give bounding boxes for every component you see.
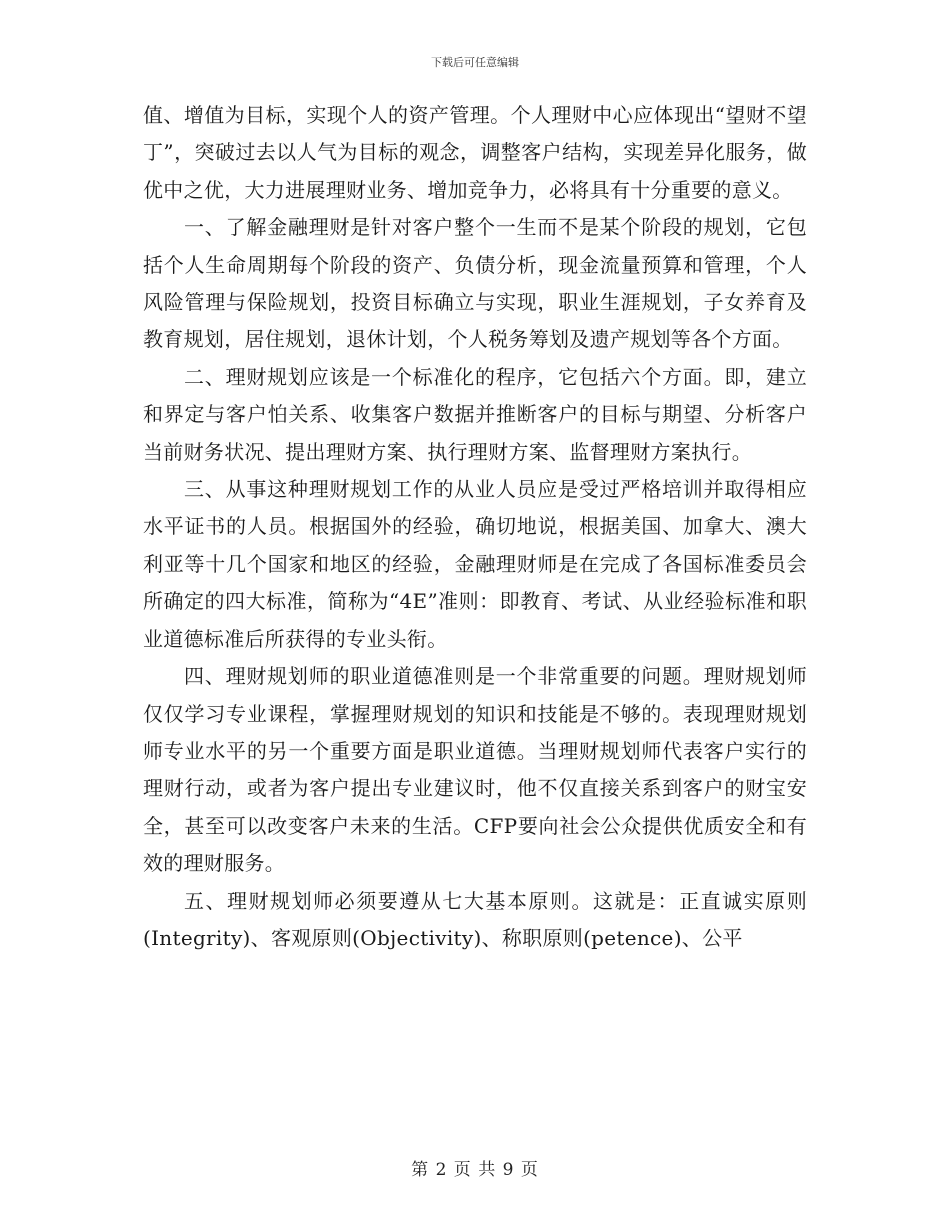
page-header: 下载后可任意编辑 bbox=[431, 56, 519, 69]
paragraph-section-5: 五、理财规划师必须要遵从七大基本原则。这就是：正直诚实原则(Integrity)、客观原则(Objectivity)、称职原则(petence)、公平 bbox=[143, 888, 807, 950]
document-body bbox=[143, 97, 807, 957]
page-number-footer: 第 2 页 共 9 页 bbox=[411, 1160, 539, 1180]
paragraph-section-3: 三、从事这种理财规划工作的从业人员应是受过严格培训并取得相应水平证书的人员。根据国外的经验，确切地说，根据美国、加拿大、澳大利亚等十几个国家和地区的经验，金融理财师是在完成了各国标准委员会所确定的四大标准，简称为“4E”准则：即教育、考试、从业经验标准和职业道德标准后所获得的专业头衔。 bbox=[143, 477, 807, 651]
paragraph-section-4: 四、理财规划师的职业道德准则是一个非常重要的问题。理财规划师仅仅学习专业课程，掌握理财规划的知识和技能是不够的。表现理财规划师专业水平的另一个重要方面是职业道德。当理财规划师代表客户实行的理财行动，或者为客户提出专业建议时，他不仅直接关系到客户的财宝安全，甚至可以改变客户未来的生活。CFP要向社会公众提供优质安全和有效的理财服务。 bbox=[143, 664, 807, 876]
paragraph-section-1: 一、了解金融理财是针对客户整个一生而不是某个阶段的规划，它包括个人生命周期每个阶段的资产、负债分析，现金流量预算和管理，个人风险管理与保险规划，投资目标确立与实现，职业生涯规划，子女养育及教育规划，居住规划，退休计划，个人税务筹划及遗产规划等各个方面。 bbox=[143, 215, 807, 352]
paragraph-section-2: 二、理财规划应该是一个标准化的程序，它包括六个方面。即，建立和界定与客户怕关系、收集客户数据并推断客户的目标与期望、分析客户当前财务状况、提出理财方案、执行理财方案、监督理财方案执行。 bbox=[143, 364, 807, 464]
paragraph-continuation: 值、增值为目标，实现个人的资产管理。个人理财中心应体现出“望财不望丁”，突破过去以人气为目标的观念，调整客户结构，实现差异化服务，做优中之优，大力进展理财业务、增加竞争力，必将具有十分重要的意义。 bbox=[143, 103, 807, 202]
